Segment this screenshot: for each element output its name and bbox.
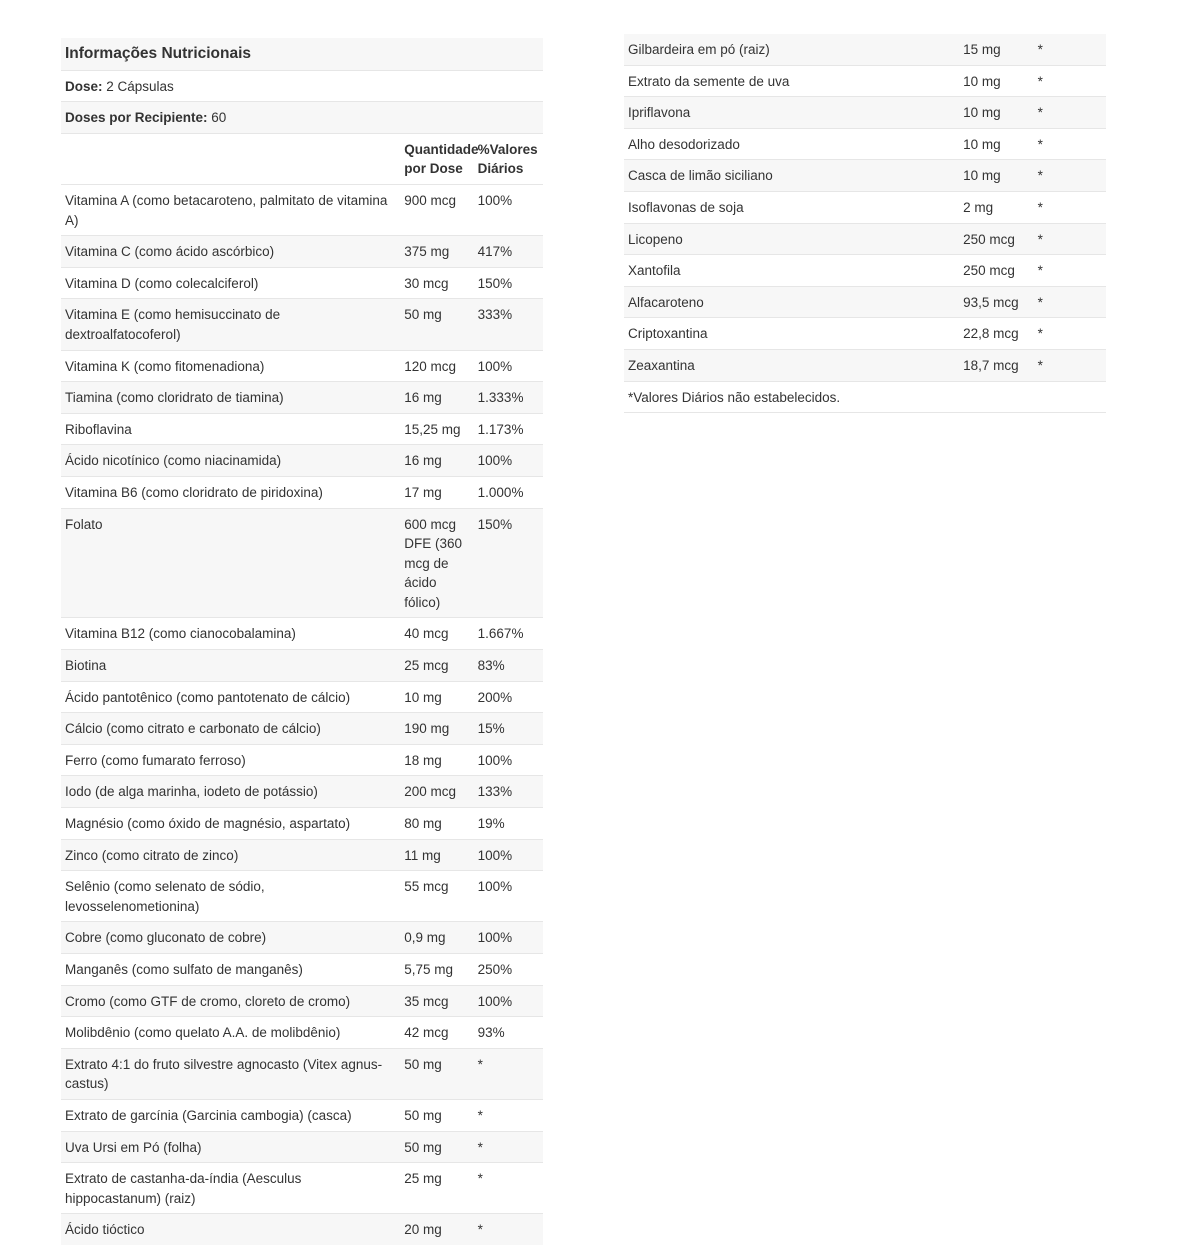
table-row: [61, 350, 543, 382]
table-row: [61, 1099, 543, 1131]
nutrient-daily-value: 100%: [474, 922, 543, 954]
nutrient-daily-value: *: [1034, 318, 1106, 350]
nutrient-amount: 10 mg: [959, 128, 1033, 160]
nutrient-daily-value: 1.173%: [474, 413, 543, 445]
nutrient-daily-value: *: [474, 1131, 543, 1163]
nutrient-amount: 10 mg: [959, 97, 1033, 129]
nutrient-daily-value: 150%: [474, 267, 543, 299]
nutrient-amount: 55 mcg: [400, 871, 473, 922]
table-row: [61, 839, 543, 871]
header-row: [61, 133, 543, 184]
nutrition-facts-table-right: [624, 34, 1106, 413]
nutrient-amount: 190 mg: [400, 713, 473, 745]
table-row: [61, 382, 543, 414]
nutrient-name: Ácido nicotínico (como niacinamida): [61, 445, 400, 477]
nutrient-name: Extrato de garcínia (Garcinia cambogia) (casca): [61, 1099, 400, 1131]
nutrient-name: Vitamina C (como ácido ascórbico): [61, 236, 400, 268]
dose-row: [61, 70, 543, 102]
nutrient-amount: 250 mcg: [959, 223, 1033, 255]
table-row: [61, 413, 543, 445]
nutrition-table-continued-body: [624, 34, 1106, 413]
table-row: [624, 160, 1106, 192]
nutrient-name: Casca de limão siciliano: [624, 160, 959, 192]
nutrient-daily-value: 100%: [474, 350, 543, 382]
nutrient-amount: 10 mg: [959, 65, 1033, 97]
nutrient-name: Manganês (como sulfato de manganês): [61, 954, 400, 986]
nutrient-daily-value: *: [1034, 223, 1106, 255]
nutrient-daily-value: 200%: [474, 681, 543, 713]
nutrient-amount: 20 mg: [400, 1214, 473, 1245]
nutrient-amount: 15 mg: [959, 34, 1033, 65]
table-row: [61, 618, 543, 650]
nutrient-name: Cromo (como GTF de cromo, cloreto de cromo): [61, 985, 400, 1017]
table-row: [61, 808, 543, 840]
nutrient-name: Magnésio (como óxido de magnésio, aspartato): [61, 808, 400, 840]
table-row: [61, 1214, 543, 1245]
nutrient-amount: 18 mg: [400, 744, 473, 776]
table-row: [61, 744, 543, 776]
nutrient-daily-value: 100%: [474, 184, 543, 235]
table-row: [61, 1048, 543, 1099]
table-row: [624, 65, 1106, 97]
nutrient-name: Ácido pantotênico (como pantotenato de cálcio): [61, 681, 400, 713]
nutrient-amount: 11 mg: [400, 839, 473, 871]
table-row: [61, 1131, 543, 1163]
nutrient-name: Cobre (como gluconato de cobre): [61, 922, 400, 954]
nutrient-amount: 50 mg: [400, 299, 473, 350]
table-row: [624, 34, 1106, 65]
nutrient-daily-value: 100%: [474, 839, 543, 871]
nutrient-name: Vitamina E (como hemisuccinato de dextroalfatocoferol): [61, 299, 400, 350]
nutrient-daily-value: *: [1034, 160, 1106, 192]
nutrient-name: Isoflavonas de soja: [624, 191, 959, 223]
nutrient-name: Vitamina B6 (como cloridrato de piridoxina): [61, 476, 400, 508]
table-row: [61, 985, 543, 1017]
nutrient-name: Zeaxantina: [624, 349, 959, 381]
nutrition-table-body: [61, 38, 543, 1245]
table-row: [624, 97, 1106, 129]
table-row: [61, 236, 543, 268]
nutrient-name: Vitamina K (como fitomenadiona): [61, 350, 400, 382]
nutrient-amount: 15,25 mg: [400, 413, 473, 445]
nutrient-name: Ácido tióctico: [61, 1214, 400, 1245]
nutrient-name: Gilbardeira em pó (raiz): [624, 34, 959, 65]
nutrient-amount: 600 mcg DFE (360 mcg de ácido fólico): [400, 508, 473, 618]
nutrient-daily-value: 250%: [474, 954, 543, 986]
table-row: [624, 223, 1106, 255]
table-row: [61, 267, 543, 299]
nutrient-daily-value: 15%: [474, 713, 543, 745]
nutrient-daily-value: 333%: [474, 299, 543, 350]
nutrient-amount: 16 mg: [400, 445, 473, 477]
nutrient-daily-value: 83%: [474, 650, 543, 682]
nutrient-name: Alfacaroteno: [624, 286, 959, 318]
nutrient-name: Extrato da semente de uva: [624, 65, 959, 97]
nutrient-amount: 40 mcg: [400, 618, 473, 650]
table-row: [61, 445, 543, 477]
nutrition-table-continued: [624, 34, 1106, 413]
nutrient-amount: 35 mcg: [400, 985, 473, 1017]
nutrient-amount: 200 mcg: [400, 776, 473, 808]
table-row: [61, 871, 543, 922]
nutrient-amount: 17 mg: [400, 476, 473, 508]
nutrient-daily-value: *: [1034, 191, 1106, 223]
nutrient-name: Ipriflavona: [624, 97, 959, 129]
nutrient-name: Biotina: [61, 650, 400, 682]
nutrient-amount: 5,75 mg: [400, 954, 473, 986]
nutrient-name: Extrato de castanha-da-índia (Aesculus hippocastanum) (raiz): [61, 1163, 400, 1214]
nutrient-amount: 375 mg: [400, 236, 473, 268]
nutrient-daily-value: *: [1034, 65, 1106, 97]
nutrient-name: Selênio (como selenato de sódio, levosselenometionina): [61, 871, 400, 922]
footnote-row: [624, 381, 1106, 413]
header-name-empty: [61, 133, 400, 184]
nutrient-name: Criptoxantina: [624, 318, 959, 350]
nutrient-daily-value: 1.333%: [474, 382, 543, 414]
nutrient-name: Vitamina B12 (como cianocobalamina): [61, 618, 400, 650]
nutrient-name: Ferro (como fumarato ferroso): [61, 744, 400, 776]
nutrient-amount: 50 mg: [400, 1131, 473, 1163]
nutrient-daily-value: 100%: [474, 871, 543, 922]
table-row: [624, 318, 1106, 350]
nutrient-daily-value: 19%: [474, 808, 543, 840]
table-row: [61, 508, 543, 618]
nutrient-amount: 42 mcg: [400, 1017, 473, 1049]
table-row: [624, 286, 1106, 318]
table-row: [61, 954, 543, 986]
nutrient-amount: 250 mcg: [959, 255, 1033, 287]
nutrient-name: Folato: [61, 508, 400, 618]
nutrient-amount: 25 mcg: [400, 650, 473, 682]
servings-label: Doses por Recipiente:: [65, 110, 208, 126]
dose-label: Dose:: [65, 78, 103, 94]
nutrient-daily-value: 1.000%: [474, 476, 543, 508]
nutrient-amount: 10 mg: [400, 681, 473, 713]
table-row: [61, 713, 543, 745]
nutrient-amount: 25 mg: [400, 1163, 473, 1214]
nutrient-daily-value: 417%: [474, 236, 543, 268]
nutrient-amount: 22,8 mcg: [959, 318, 1033, 350]
servings-value: 60: [207, 110, 227, 126]
table-row: [61, 776, 543, 808]
nutrient-name: Uva Ursi em Pó (folha): [61, 1131, 400, 1163]
table-row: [61, 650, 543, 682]
nutrition-facts-table-left: [61, 38, 543, 1245]
nutrient-name: Licopeno: [624, 223, 959, 255]
table-row: [624, 128, 1106, 160]
nutrient-daily-value: 100%: [474, 985, 543, 1017]
nutrient-name: Vitamina D (como colecalciferol): [61, 267, 400, 299]
nutrient-amount: 50 mg: [400, 1099, 473, 1131]
nutrient-daily-value: 133%: [474, 776, 543, 808]
title-row: [61, 38, 543, 70]
table-row: [61, 299, 543, 350]
footnote: *Valores Diários não estabelecidos.: [624, 381, 1106, 413]
table-row: [624, 349, 1106, 381]
table-row: [61, 184, 543, 235]
nutrient-name: Extrato 4:1 do fruto silvestre agnocasto (Vitex agnus-castus): [61, 1048, 400, 1099]
nutrient-amount: 16 mg: [400, 382, 473, 414]
nutrient-name: Xantofila: [624, 255, 959, 287]
nutrient-daily-value: *: [1034, 34, 1106, 65]
dose-value: 2 Cápsulas: [102, 78, 174, 94]
nutrient-daily-value: 150%: [474, 508, 543, 618]
nutrient-amount: 50 mg: [400, 1048, 473, 1099]
nutrient-name: Iodo (de alga marinha, iodeto de potássio): [61, 776, 400, 808]
servings-cell: [61, 102, 543, 134]
nutrient-daily-value: 93%: [474, 1017, 543, 1049]
table-row: [624, 191, 1106, 223]
servings-row: [61, 102, 543, 134]
nutrient-name: Tiamina (como cloridrato de tiamina): [61, 382, 400, 414]
nutrient-name: Vitamina A (como betacaroteno, palmitato de vitamina A): [61, 184, 400, 235]
table-row: [61, 1017, 543, 1049]
nutrient-amount: 2 mg: [959, 191, 1033, 223]
nutrient-daily-value: *: [1034, 349, 1106, 381]
table-title: Informações Nutricionais: [61, 38, 543, 70]
dose-cell: [61, 70, 543, 102]
header-amount: Quantidade por Dose: [400, 133, 473, 184]
table-row: [61, 1163, 543, 1214]
nutrient-name: Riboflavina: [61, 413, 400, 445]
nutrition-table: [61, 38, 543, 1245]
nutrient-daily-value: *: [474, 1048, 543, 1099]
nutrient-amount: 18,7 mcg: [959, 349, 1033, 381]
nutrient-daily-value: 100%: [474, 744, 543, 776]
nutrient-daily-value: *: [474, 1099, 543, 1131]
nutrient-daily-value: *: [1034, 128, 1106, 160]
nutrient-amount: 10 mg: [959, 160, 1033, 192]
nutrient-amount: 30 mcg: [400, 267, 473, 299]
nutrient-amount: 0,9 mg: [400, 922, 473, 954]
header-daily-value: %Valores Diários: [474, 133, 543, 184]
table-row: [61, 922, 543, 954]
nutrient-name: Cálcio (como citrato e carbonato de cálcio): [61, 713, 400, 745]
nutrient-daily-value: *: [474, 1163, 543, 1214]
nutrient-amount: 80 mg: [400, 808, 473, 840]
nutrient-daily-value: *: [1034, 255, 1106, 287]
nutrient-daily-value: *: [474, 1214, 543, 1245]
nutrient-daily-value: *: [1034, 286, 1106, 318]
table-row: [61, 681, 543, 713]
nutrient-daily-value: 100%: [474, 445, 543, 477]
nutrient-name: Alho desodorizado: [624, 128, 959, 160]
nutrient-name: Zinco (como citrato de zinco): [61, 839, 400, 871]
table-row: [624, 255, 1106, 287]
nutrient-amount: 93,5 mcg: [959, 286, 1033, 318]
nutrient-amount: 120 mcg: [400, 350, 473, 382]
nutrient-daily-value: *: [1034, 97, 1106, 129]
nutrient-daily-value: 1.667%: [474, 618, 543, 650]
nutrient-name: Molibdênio (como quelato A.A. de molibdênio): [61, 1017, 400, 1049]
nutrient-amount: 900 mcg: [400, 184, 473, 235]
table-row: [61, 476, 543, 508]
